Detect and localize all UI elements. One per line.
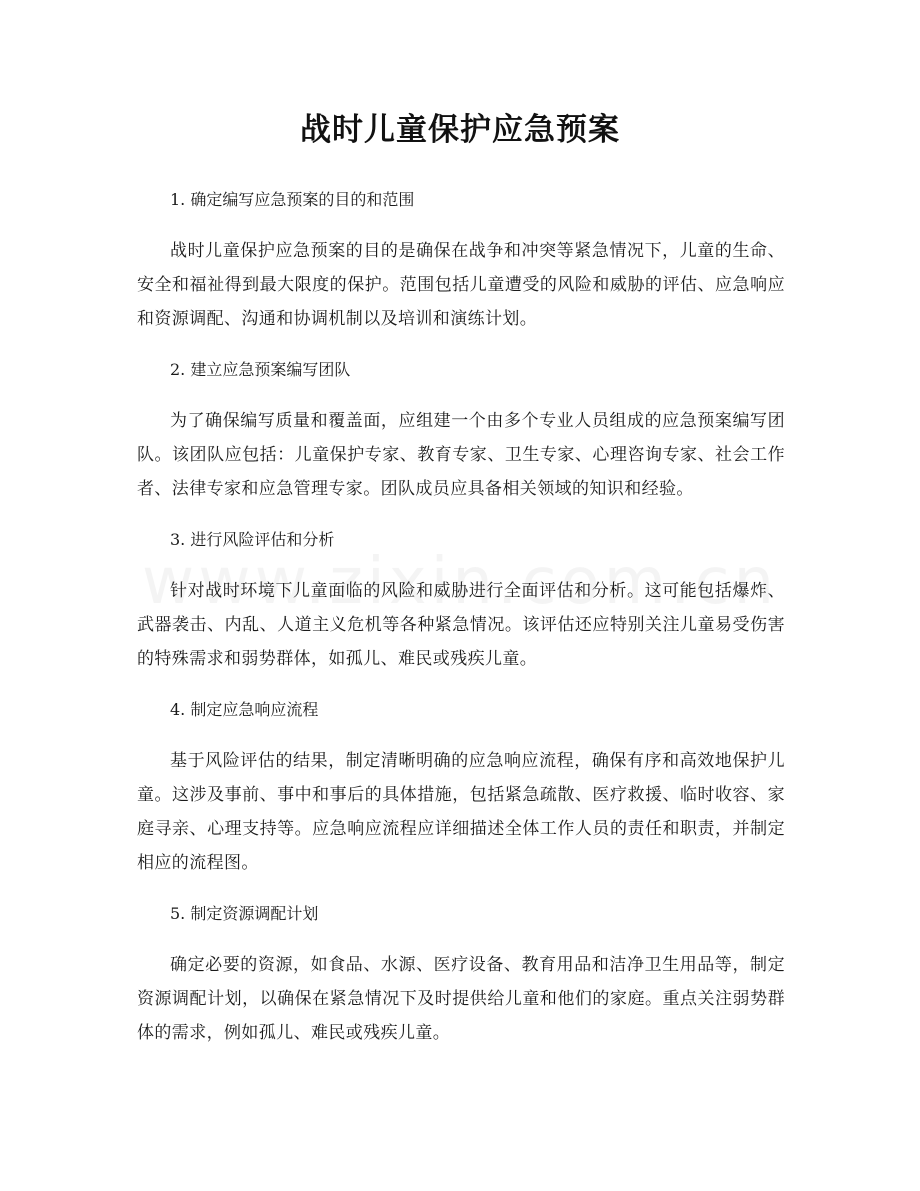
section <box>137 356 785 526</box>
section-heading: 3. 进行风险评估和分析 <box>170 530 335 549</box>
section-paragraph: 基于风险评估的结果，制定清晰明确的应急响应流程，确保有序和高效地保护儿童。这涉及事前、事中和事后的具体措施，包括紧急疏散、医疗救援、临时收容、家庭寻亲、心理支持等。应急响应流程应详细描述全体工作人员的责任和职责，并制定相应的流程图。 <box>137 751 785 873</box>
section <box>137 900 785 1050</box>
section-paragraph: 针对战时环境下儿童面临的风险和威胁进行全面评估和分析。这可能包括爆炸、武器袭击、内乱、人道主义危机等各种紧急情况。该评估还应特别关注儿童易受伤害的特殊需求和弱势群体，如孤儿、难民或残疾儿童。 <box>137 581 785 669</box>
section-heading: 1. 确定编写应急预案的目的和范围 <box>170 190 415 209</box>
section-heading: 2. 建立应急预案编写团队 <box>170 360 351 379</box>
section-paragraph: 为了确保编写质量和覆盖面，应组建一个由多个专业人员组成的应急预案编写团队。该团队应包括：儿童保护专家、教育专家、卫生专家、心理咨询专家、社会工作者、法律专家和应急管理专家。团队成员应具备相关领域的知识和经验。 <box>137 411 785 499</box>
section <box>137 186 785 356</box>
document-title: 战时儿童保护应急预案 <box>300 112 620 148</box>
section <box>137 526 785 696</box>
section-heading: 4. 制定应急响应流程 <box>170 700 319 719</box>
section <box>137 696 785 900</box>
document-body <box>137 186 785 1050</box>
section-heading: 5. 制定资源调配计划 <box>170 904 319 923</box>
section-paragraph: 战时儿童保护应急预案的目的是确保在战争和冲突等紧急情况下，儿童的生命、安全和福祉得到最大限度的保护。范围包括儿童遭受的风险和威胁的评估、应急响应和资源调配、沟通和协调机制以及培训和演练计划。 <box>137 241 785 329</box>
section-paragraph: 确定必要的资源，如食品、水源、医疗设备、教育用品和洁净卫生用品等，制定资源调配计划，以确保在紧急情况下及时提供给儿童和他们的家庭。重点关注弱势群体的需求，例如孤儿、难民或残疾儿童。 <box>137 955 785 1043</box>
